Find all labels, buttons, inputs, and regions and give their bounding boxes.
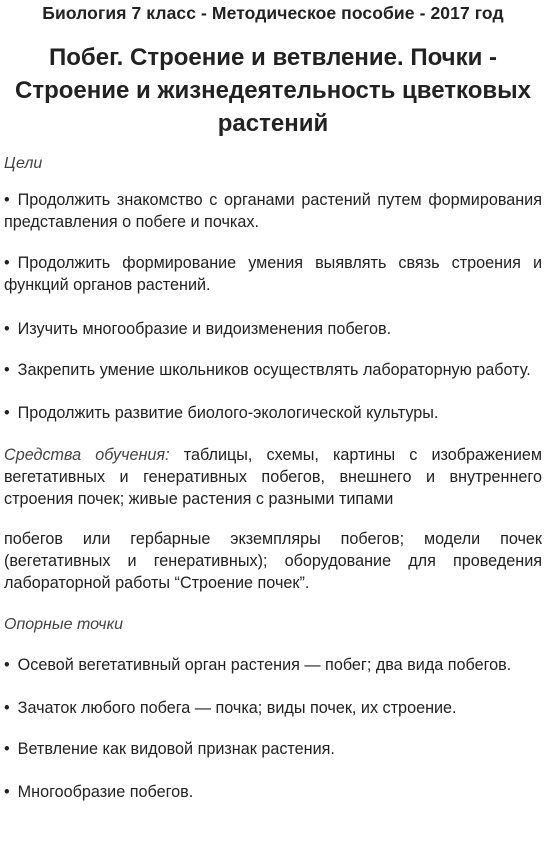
bullet-icon: •	[4, 656, 10, 674]
bullet-icon: •	[4, 404, 10, 422]
goals-heading: Цели	[4, 155, 43, 172]
goal-text: Закрепить умение школьников осуществлять лабораторную работу.	[17, 361, 531, 379]
goal-item	[4, 402, 542, 424]
bullet-icon: •	[4, 783, 10, 801]
bullet-icon: •	[4, 320, 10, 338]
key-point-text: Многообразие побегов.	[17, 783, 194, 801]
goal-text: Продолжить формирование умения выявлять связь строения и функций органов растений.	[4, 254, 542, 294]
teaching-means-text: таблицы, схемы, картины с изображением вегетативных и генеративных побегов, внешнего и внутреннего строения почек; живые растения с разными типами	[4, 446, 542, 508]
goal-item	[4, 359, 542, 381]
bullet-icon: •	[4, 740, 10, 758]
goal-text: Продолжить развитие биолого-экологической культуры.	[17, 404, 439, 422]
key-point-item	[4, 697, 542, 719]
key-point-text: Осевой вегетативный орган растения — побег; два вида побегов.	[17, 656, 512, 674]
key-point-item	[4, 738, 542, 760]
teaching-means-paragraph	[4, 444, 542, 510]
key-point-item	[4, 781, 542, 803]
key-point-item	[4, 654, 542, 676]
key-point-text: Ветвление как видовой признак растения.	[17, 740, 335, 758]
teaching-means-label: Средства обучения:	[4, 446, 170, 464]
bullet-icon: •	[4, 191, 10, 209]
bullet-icon: •	[4, 699, 10, 717]
goal-text: Продолжить знакомство с органами растений путем формирования представления о побеге и почках.	[4, 191, 542, 231]
goal-item	[4, 189, 542, 233]
bullet-icon: •	[4, 254, 10, 272]
goal-text: Изучить многообразие и видоизменения побегов.	[17, 320, 392, 338]
goal-item	[4, 252, 542, 296]
page-title: Побег. Строение и ветвление. Почки - Строение и жизнедеятельность цветковых растений	[15, 44, 531, 137]
key-points-heading: Опорные точки	[4, 616, 124, 633]
goal-item	[4, 318, 542, 340]
key-point-text: Зачаток любого побега — почка; виды почек, их строение.	[17, 699, 457, 717]
bullet-icon: •	[4, 361, 10, 379]
document-header: Биология 7 класс - Методическое пособие - 2017 год	[42, 3, 504, 23]
teaching-means-continuation: побегов или гербарные экземпляры побегов; модели почек (вегетативных и генеративных); оборудование для проведения лабораторной работы “Строение почек”.	[4, 530, 542, 592]
